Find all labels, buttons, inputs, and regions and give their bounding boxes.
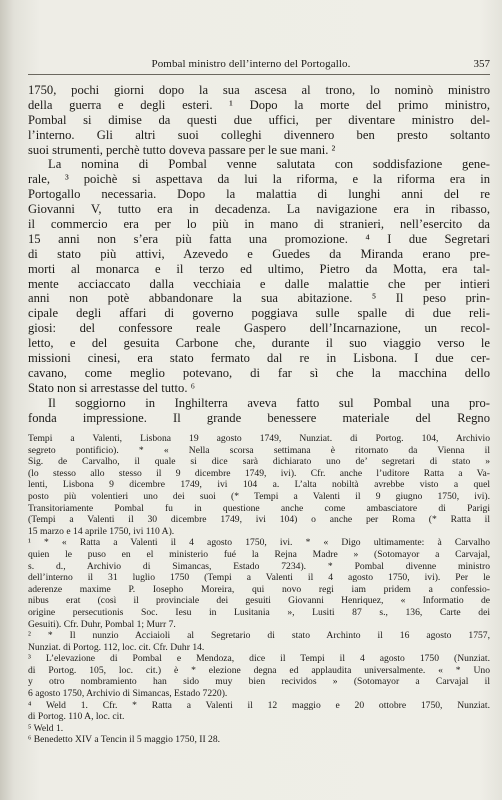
footnote-line: di Portog. 110 A, loc. cit. bbox=[28, 711, 125, 723]
text-line: Portogallo necessaria. Dopo la malattia di lunghi anni del re bbox=[28, 187, 490, 202]
footnote-line: (Tempi a Valenti il 30 dicembre 1749, ivi 104) o anche per Roma (* Ratta il bbox=[28, 514, 490, 526]
text-line: letto, e del gesuita Carbone che, durante il suo viaggio verso le bbox=[28, 336, 490, 351]
footnote-line: ³ L’elevazione di Pombal e Mendoza, dice il Tempi il 4 agosto 1750 (Nunziat. bbox=[28, 653, 490, 665]
footnote-line: dell’interno il 31 luglio 1750 (Tempi a Valenti il 4 agosto 1750, ivi). Per le bbox=[28, 572, 490, 584]
footnote-line: quien le puso en el ministerio fué la Rejna Madre » (Sotomayor a Carvajal, bbox=[28, 548, 490, 560]
footnote-line: Nunziat. di Portog. 112, loc. cit. Cfr. Duhr 14. bbox=[28, 641, 205, 653]
text-line: cavano, come meglio potevano, di far sì che la macchina dello bbox=[28, 365, 490, 380]
text-line: anni non potè abbandonare la sua abitazione. ⁵ Il peso prin- bbox=[28, 291, 490, 306]
footnote-line: Transitoriamente Pombal fu in questione anche come ambasciatore di Parigi bbox=[28, 502, 490, 514]
footnote-line: 15 marzo e 14 aprile 1750, ivi 110 A). bbox=[28, 525, 175, 537]
text-line: giosi: del confessore reale Gaspero dell’Incarnazione, un recol- bbox=[28, 321, 490, 336]
text-line: fonda impressione. Il grande benessere materiale del Regno bbox=[28, 410, 490, 425]
footnote-line: origine persecutionis Soc. Iesu in Lusitania », Lusiti 87 s., 136, Carte dei bbox=[28, 606, 490, 618]
text-line: della guerra e degli esteri. ¹ Dopo la morte del primo ministro, bbox=[28, 97, 490, 112]
footnotes bbox=[28, 433, 490, 746]
footnote-line: ¹ * « Ratta a Valenti il 4 agosto 1750, ivi. * « Digo ultimamente: à Carvalho bbox=[28, 537, 490, 549]
footnote-line: (lo stesso allo stesso il 9 dicembre 1749, ivi). Cfr. anche l’uditore Ratta a Va- bbox=[28, 467, 490, 479]
text-line: cipale degli affari di governo poggiava sulle spalle di due reli- bbox=[28, 306, 490, 321]
footnote-line: ² * Il nunzio Acciaioli al Segretario di stato Archinto il 16 agosto 1757, bbox=[28, 630, 490, 642]
footnote-line: 6 agosto 1750, Archivio di Simancas, Estado 7220). bbox=[28, 688, 228, 700]
footnote-line: posto più volentieri uno dei suoi (* Tempi a Valenti il 9 giugno 1750, ivi). bbox=[28, 490, 490, 502]
text-line: suoi strumenti, perchè tutto doveva passare per le sue mani. ² bbox=[28, 142, 336, 157]
text-line: Stato non si arrestasse del tutto. ⁶ bbox=[28, 380, 196, 395]
footnote-line: Sig. de Carvalho, il quale si dice sarà dichiarato uno de’ segretari di stato » bbox=[28, 456, 490, 468]
footnote-line: lenti, Lisbona 9 dicembre 1749, ivi 104 a. L’alta nobiltà avrebbe visto a quel bbox=[28, 479, 490, 491]
text-line: 15 anni non s’era più fatta una promozione. ⁴ I due Segretari bbox=[28, 231, 490, 246]
footnote-line: s. d., Archivio di Simancas, Estado 7234). * Pombal divenne ministro bbox=[28, 560, 490, 572]
header-rule bbox=[28, 74, 490, 75]
text-line: rale, ³ poichè si aspettava da lui la riforma, e la riforma era in bbox=[28, 172, 490, 187]
text-line: il commercio era per lo più in mano di stranieri, nell’esercito da bbox=[28, 217, 490, 232]
text-line: di stato più attivi, Azevedo e Guedes da Miranda erano pre- bbox=[28, 246, 490, 261]
text-line: Il soggiorno in Inghilterra aveva fatto sul Pombal una pro- bbox=[48, 395, 490, 410]
footnote-line: nibus erat (così il provinciale dei gesuiti Giovanni Henriquez, « Informatio de bbox=[28, 595, 490, 607]
text-line: l’interno. Gli altri suoi colleghi divennero ben presto soltanto bbox=[28, 127, 490, 142]
text-line: missioni cinesi, era stato fermato dal re in Lisbona. I due cer- bbox=[28, 351, 490, 366]
text-line: morti al monarca e il terzo ed ultimo, Pietro da Motta, era tal- bbox=[28, 261, 490, 276]
text-line: Giovanni V, tutto era in decadenza. La navigazione era in ribasso, bbox=[28, 202, 490, 217]
footnote-line: ⁶ Benedetto XIV a Tencin il 5 maggio 1750, II 28. bbox=[28, 734, 221, 746]
text-line: Pombal si dimise da questi due uffici, per diventare ministro del- bbox=[28, 112, 490, 127]
footnote-line: ⁵ Weld 1. bbox=[28, 722, 64, 734]
main-text bbox=[28, 83, 490, 425]
text-line: 1750, pochi giorni dopo la sua ascesa al trono, lo nominò ministro bbox=[28, 83, 490, 97]
footnote-line: di Portog. 105, loc. cit.) è * elezione degna ed applaudita universalmente. « * Uno bbox=[28, 664, 490, 676]
footnote-line: ⁴ Weld 1. Cfr. * Ratta a Valenti il 12 maggio e 20 ottobre 1750, Nunziat. bbox=[28, 699, 490, 711]
page-number: 357 bbox=[473, 58, 490, 70]
footnote-line: y otro nombramiento han sido muy bien recividos » (Sotomayor a Carvajal il bbox=[28, 676, 490, 688]
text-line: La nomina di Pombal venne salutata con soddisfazione gene- bbox=[48, 157, 490, 172]
text-line: mente acciaccato dalla vecchiaia e dalle malattie che per intieri bbox=[28, 276, 490, 291]
footnote-line: aderenze maxime P. Iosepho Moreira, qui novo regi iam pridem a confessio- bbox=[28, 583, 490, 595]
footnote-line: Tempi a Valenti, Lisbona 19 agosto 1749, Nunziat. di Portog. 104, Archivio bbox=[28, 433, 490, 444]
running-title: Pombal ministro dell’interno del Portogallo. bbox=[151, 58, 351, 70]
footnote-line: segreto pontificio). * « Nella scorsa settimana è ritornato da Vienna il bbox=[28, 444, 490, 456]
footnote-line: Gesuiti). Cfr. Duhr, Pombal 1; Murr 7. bbox=[28, 618, 176, 630]
